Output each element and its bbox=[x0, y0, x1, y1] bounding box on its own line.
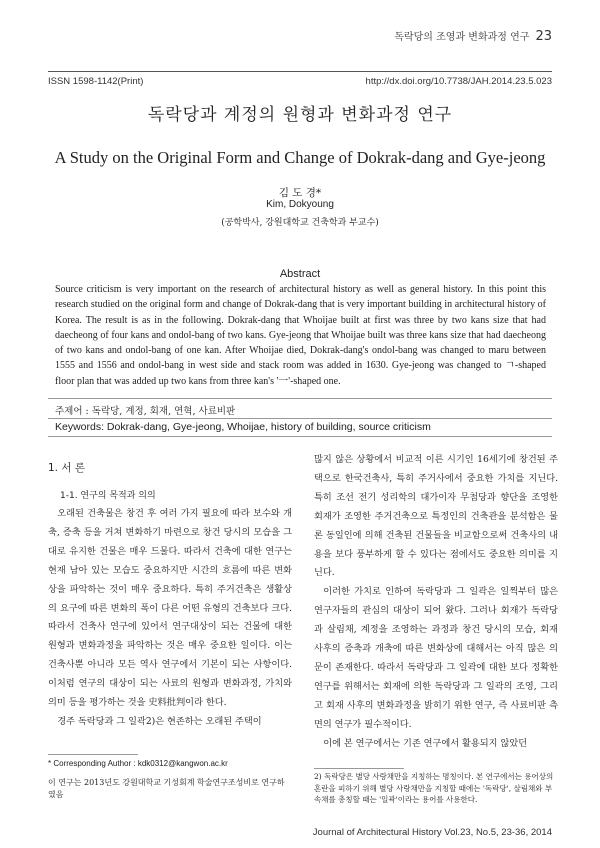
body-paragraph: 경주 독락당과 그 일곽2)은 현존하는 오래된 주택이 bbox=[57, 715, 262, 727]
corresponding-author-note: * Corresponding Author : kdk0312@kangwon.ac.kr bbox=[48, 759, 228, 768]
author-name-korean: 김 도 경* bbox=[278, 187, 322, 199]
footnotes-left bbox=[48, 758, 292, 802]
section-heading: 1. 서 론 bbox=[48, 462, 85, 474]
body-paragraph: 오래된 건축물은 창건 후 여러 가지 필요에 따라 보수와 개축, 증축 등을 거쳐 변화하기 마련으로 창건 당시의 모습을 그대로 유지한 건물은 매우 드물다. 따라서 건축에 대한 연구는 현재 남아 있는 모습도 중요하지만 시간의 흐름에 따른 변화상을 파악하는 것이 매우 중요하다. 특히 주거건축은 생활상의 요구에 따른 변화의 폭이 다른 어떤 유형의 건축보다 크다. 따라서 건축사 연구에 있어서 연구대상이 되는 건물에 대한 원형과 변화과정을 파악하는 것은 매우 중요한 일이다. 이는 건축사뿐 아니라 모든 역사 연구에서 기본이 되는 사항이다. 이처럼 연구의 대상이 되는 사료의 원형과 변화과정, 가치와 의미 등을 평가하는 것을 史料批判이라 한다. bbox=[48, 508, 292, 709]
journal-citation: Journal of Architectural History Vol.23, No.5, 23-36, 2014 bbox=[312, 827, 552, 838]
running-header bbox=[394, 28, 552, 44]
funding-note: 이 연구는 2013년도 강원대학교 기성회계 학술연구조성비로 연구하였음 bbox=[48, 777, 285, 799]
body-column-left bbox=[48, 505, 292, 732]
body-paragraph: 많지 않은 상황에서 비교적 이른 시기인 16세기에 창건된 주택으로 한국건축사, 특히 주거사에서 중요한 가치를 지닌다. 특히 조선 전기 성리학의 대가이자 무첨당과 향단을 조영한 회재가 조영한 주거건축으로 특정인의 건축관을 분석함은 물론 동일인에 의해 건축된 건물들을 비교함으로써 건축사의 내용을 보다 풍부하게 할 수 있다는 점에서도 중요한 의미를 지닌다. bbox=[314, 454, 558, 579]
doi-link[interactable]: http://dx.doi.org/10.7738/JAH.2014.23.5.023 bbox=[365, 76, 552, 87]
paper-title-korean: 독락당과 계정의 원형과 변화과정 연구 bbox=[147, 105, 453, 125]
author-name-english: Kim, Dokyoung bbox=[266, 199, 334, 210]
issn: ISSN 1598-1142(Print) bbox=[48, 76, 144, 87]
body-paragraph: 이에 본 연구에서는 기존 연구에서 활용되지 않았던 bbox=[323, 737, 528, 749]
abstract-text: Source criticism is very important on the research of architectural history as well as general history. In this point this research studied on the original form and change of Dokrak-dang that is very important building in architectural history of Korea. The result is as in the following. Dokrak-dang that Whoijae built at first was three by two kans size that had daecheong of four kans and ondol-bang of two kans. Gye-jeong that Whoijae built was three kans size that had daecheong of two kans and ondol-bang of one kan. After Whoijae died, Dokrak-dang's ondol-bang was changed to maru between 1555 and 1556 and ondol-bang in west side and stack room was added in 1630. Gye-jeong was changed to ㄱ-shaped floor plan that was added up two kans from three kan's '一'-shaped one. bbox=[55, 284, 546, 387]
keywords-english: Keywords: Dokrak-dang, Gye-jeong, Whoijae, history of building, source criticism bbox=[55, 421, 431, 433]
paper-title-english: A Study on the Original Form and Change of Dokrak-dang and Gye-jeong bbox=[54, 148, 546, 167]
footnote-rule-right bbox=[314, 768, 404, 769]
subsection-heading: 1-1. 연구의 목적과 의의 bbox=[60, 491, 156, 501]
footnote-rule-left bbox=[48, 754, 138, 755]
keywords-top-rule bbox=[48, 398, 552, 399]
keywords-middle-rule bbox=[48, 418, 552, 419]
page-number: 23 bbox=[535, 29, 552, 44]
keywords-bottom-rule bbox=[48, 436, 552, 437]
author-affiliation: (공학박사, 강원대학교 건축학과 부교수) bbox=[221, 218, 379, 228]
body-paragraph: 이러한 가치로 인하여 독락당과 그 일곽은 일찍부터 많은 연구자들의 관심의 대상이 되어 왔다. 그러나 회재가 독락당과 살림채, 계정을 조영하는 과정과 창건 당시의 모습, 회재 사후의 증축과 개축에 따른 변화상에 대해서는 아직 많은 의문이 존재한다. 따라서 독락당과 그 일곽에 대한 보다 정확한 연구를 위해서는 회재에 의한 독락당과 그 일곽의 조영, 그리고 회재 사후의 변화과정을 밝히기 위한 연구, 즉 사료비판 측면의 연구가 필수적이다. bbox=[314, 586, 558, 730]
running-title: 독락당의 조영과 변화과정 연구 bbox=[394, 32, 530, 43]
body-column-right bbox=[314, 451, 558, 754]
header-rule bbox=[48, 71, 552, 72]
abstract-heading: Abstract bbox=[279, 268, 321, 280]
footnote-2: 2) 독락당은 별당 사랑채만을 지칭하는 명칭이다. 본 연구에서는 용어상의 혼란을 피하기 위해 별당 사랑채만을 지칭할 때에는 '독락당', 살림채와 부속채를 총칭할 때는 '일곽'이라는 용어를 사용한다. bbox=[314, 772, 554, 804]
keywords-korean: 주제어 : 독락당, 계정, 회재, 연혁, 사료비판 bbox=[55, 406, 236, 417]
